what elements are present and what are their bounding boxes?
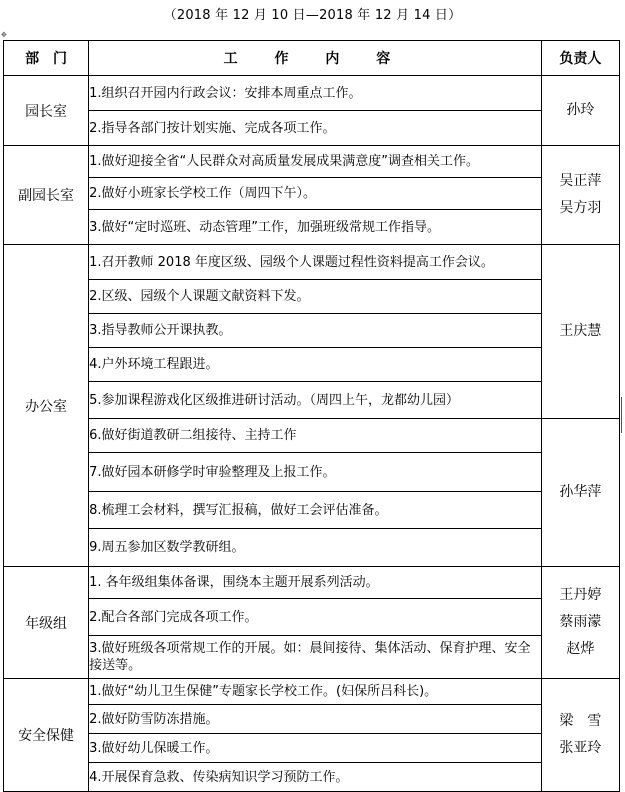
table-row (4, 280, 620, 314)
task-cell: 1.做好迎接全省“人民群众对高质量发展成果满意度”调查相关工作。 (89, 146, 542, 178)
task-cell: 2.做好小班家长学校工作（周四下午）。 (89, 178, 542, 210)
task-cell: 1. 各年级组集体备课，围绕本主题开展系列活动。 (89, 567, 542, 599)
dept-cell: 副园长室 (4, 146, 89, 245)
task-cell: 1.召开教师 2018 年度区级、园级个人课题过程性资料提高工作会议。 (89, 245, 542, 280)
header-owner: 负责人 (541, 41, 619, 76)
table-row (4, 705, 620, 734)
owner-name: 梁 雪 (559, 713, 602, 729)
owner-name: 王丹婷 (559, 587, 602, 603)
dept-cell: 年级组 (4, 567, 89, 679)
date-range: （2018 年 12 月 10 日—2018 年 12 月 14 日） (163, 8, 462, 23)
table-row (4, 348, 620, 382)
table-row (4, 382, 620, 419)
task-cell: 1.组织召开园内行政会议：安排本周重点工作。 (89, 76, 542, 111)
table-row (4, 599, 620, 636)
owner-name: 孙华萍 (559, 484, 602, 500)
table-row (4, 763, 620, 792)
owner-name: 蔡雨濛 (559, 614, 602, 630)
task-cell: 2.做好防雪防冻措施。 (89, 705, 542, 734)
owner-name: 吴正萍 (559, 173, 602, 189)
table-row (4, 529, 620, 567)
task-cell: 3.做好班级各项常规工作的开展。如：晨间接待、集体活动、保育护理、安全接送等。 (89, 636, 542, 679)
header-row (4, 41, 620, 76)
dept-cell: 园长室 (4, 76, 89, 146)
task-cell: 8.梳理工会材料，撰写汇报稿，做好工会评估准备。 (89, 492, 542, 529)
task-cell: 9.周五参加区数学教研组。 (89, 529, 542, 567)
table-row (4, 314, 620, 348)
task-cell: 7.做好园本研修学时审验整理及上报工作。 (89, 453, 542, 492)
table-row (4, 245, 620, 280)
header-task: 工 作 内 容 (89, 41, 542, 76)
weekly-schedule-table (3, 40, 620, 792)
owner-name: 孙玲 (566, 102, 595, 118)
task-cell: 3.做好“定时巡班、动态管理”工作，加强班级常规工作指导。 (89, 210, 542, 245)
task-cell: 6.做好街道教研二组接待、主持工作 (89, 419, 542, 453)
owner-name: 王庆慧 (559, 323, 602, 339)
header-dept: 部 门 (4, 41, 89, 76)
task-cell: 2.区级、园级个人课题文献资料下发。 (89, 280, 542, 314)
owner-cell (541, 419, 619, 567)
table-row (4, 453, 620, 492)
table-row (4, 178, 620, 210)
task-cell: 2.指导各部门按计划实施、完成各项工作。 (89, 111, 542, 146)
table-row (4, 111, 620, 146)
page-edge-marker (621, 397, 624, 433)
table-row (4, 679, 620, 705)
table-row (4, 76, 620, 111)
owner-name: 吴方羽 (559, 200, 602, 216)
table-row (4, 419, 620, 453)
table-row (4, 146, 620, 178)
task-cell: 4.户外环境工程跟进。 (89, 348, 542, 382)
task-cell: 4.开展保育急救、传染病知识学习预防工作。 (89, 763, 542, 792)
table-row (4, 636, 620, 679)
owner-cell (541, 567, 619, 679)
dept-cell: 办公室 (4, 245, 89, 567)
table-anchor-icon: ✥ (1, 31, 7, 39)
owner-cell (541, 146, 619, 245)
task-cell: 2.配合各部门完成各项工作。 (89, 599, 542, 636)
task-cell: 1.做好“幼儿卫生保健”专题家长学校工作。(妇保所吕科长)。 (89, 679, 542, 705)
owner-cell (541, 76, 619, 146)
owner-name: 张亚玲 (559, 740, 602, 756)
owner-name: 赵烨 (566, 641, 595, 657)
owner-cell (541, 679, 619, 792)
table-row (4, 210, 620, 245)
owner-cell (541, 245, 619, 419)
task-cell: 3.做好幼儿保暖工作。 (89, 734, 542, 763)
task-cell: 3.指导教师公开课执教。 (89, 314, 542, 348)
table-row (4, 567, 620, 599)
dept-cell: 安全保健 (4, 679, 89, 792)
table-row (4, 734, 620, 763)
table-row (4, 492, 620, 529)
task-cell: 5.参加课程游戏化区级推进研讨活动。（周四上午，龙都幼儿园） (89, 382, 542, 419)
